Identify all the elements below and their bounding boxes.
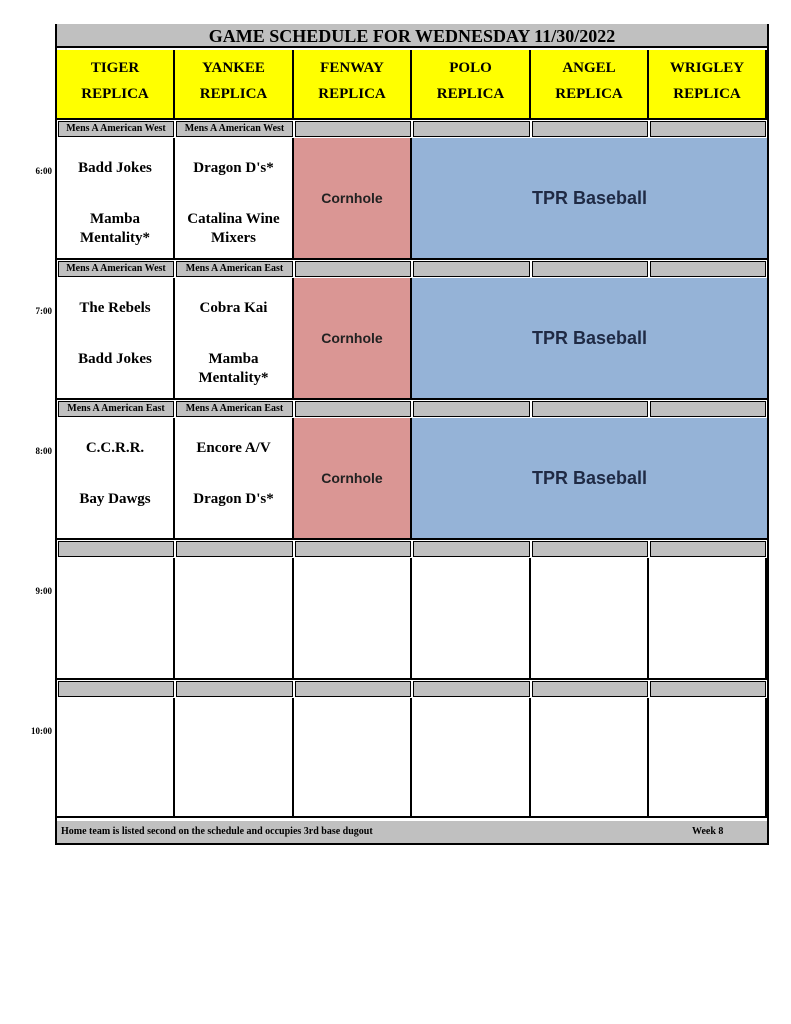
field-sub: REPLICA (673, 86, 741, 102)
division-label (176, 681, 293, 697)
away-team: C.C.R.R. (85, 440, 145, 456)
division-label (532, 121, 648, 137)
empty-cell (412, 558, 531, 680)
baseball-block: TPR Baseball (412, 418, 767, 540)
home-team: Bay Dawgs (79, 491, 151, 507)
division-label: Mens A American East (176, 401, 293, 417)
division-label (413, 401, 530, 417)
field-header-yankee (175, 50, 294, 120)
division-label (650, 121, 766, 137)
division-label (532, 681, 648, 697)
time-label: 10:00 (31, 726, 52, 736)
division-label (413, 681, 530, 697)
home-team: Dragon D's* (193, 491, 274, 507)
time-label: 9:00 (35, 586, 52, 596)
empty-cell (57, 698, 175, 818)
field-name: TIGER (90, 60, 140, 76)
field-sub: REPLICA (81, 86, 149, 102)
field-header-fenway (294, 50, 412, 120)
empty-cell (412, 698, 531, 818)
division-label (295, 541, 411, 557)
division-label (413, 541, 530, 557)
cornhole-block: Cornhole (294, 418, 412, 540)
division-label: Mens A American West (58, 121, 174, 137)
week-label: Week 8 (692, 826, 724, 837)
division-label (295, 681, 411, 697)
field-sub: REPLICA (555, 86, 623, 102)
baseball-block: TPR Baseball (412, 138, 767, 260)
field-header-angel (531, 50, 649, 120)
field-header-wrigley (649, 50, 767, 120)
away-team: Dragon D's* (193, 160, 274, 176)
away-team: Badd Jokes (78, 160, 152, 176)
field-name: POLO (449, 60, 492, 76)
field-name: ANGEL (562, 60, 616, 76)
empty-cell (649, 558, 767, 680)
home-team: Mamba Mentality* (80, 211, 150, 246)
footer-note: Home team is listed second on the schedule and occupies 3rd base dugout (61, 826, 373, 837)
division-label (413, 121, 530, 137)
game-cell (175, 138, 294, 260)
field-sub: REPLICA (436, 86, 505, 102)
division-label (650, 681, 766, 697)
empty-cell (175, 698, 294, 818)
home-team: Mamba Mentality* (198, 351, 269, 386)
division-label (413, 261, 530, 277)
division-label (532, 541, 648, 557)
division-label (176, 541, 293, 557)
empty-cell (531, 558, 649, 680)
baseball-block: TPR Baseball (412, 278, 767, 400)
time-label: 8:00 (35, 446, 52, 456)
field-sub: REPLICA (199, 86, 268, 102)
time-label: 7:00 (35, 306, 52, 316)
division-label (532, 401, 648, 417)
field-header-polo (412, 50, 531, 120)
division-label (295, 261, 411, 277)
away-team: The Rebels (79, 300, 151, 316)
division-label (295, 121, 411, 137)
game-cell (57, 278, 175, 400)
game-cell (175, 278, 294, 400)
home-team: Catalina Wine Mixers (187, 211, 280, 246)
division-label (650, 261, 766, 277)
field-sub: REPLICA (318, 86, 386, 102)
empty-cell (649, 698, 767, 818)
division-label (532, 261, 648, 277)
division-label (650, 541, 766, 557)
empty-cell (57, 558, 175, 680)
division-label (58, 681, 174, 697)
game-cell (57, 418, 175, 540)
empty-cell (294, 698, 412, 818)
division-label (295, 401, 411, 417)
cornhole-block: Cornhole (294, 278, 412, 400)
division-label (58, 541, 174, 557)
page-title: GAME SCHEDULE FOR WEDNESDAY 11/30/2022 (57, 24, 767, 48)
home-team: Badd Jokes (78, 351, 152, 367)
cornhole-block: Cornhole (294, 138, 412, 260)
footer (57, 821, 767, 843)
game-cell (57, 138, 175, 260)
division-label: Mens A American East (176, 261, 293, 277)
empty-cell (175, 558, 294, 680)
field-name: YANKEE (202, 60, 265, 76)
division-label: Mens A American West (58, 261, 174, 277)
field-name: FENWAY (320, 60, 384, 76)
time-label: 6:00 (35, 166, 52, 176)
field-name: WRIGLEY (669, 60, 745, 76)
division-label: Mens A American East (58, 401, 174, 417)
game-cell (175, 418, 294, 540)
field-header-tiger (57, 50, 175, 120)
division-label (650, 401, 766, 417)
division-label: Mens A American West (176, 121, 293, 137)
away-team: Cobra Kai (199, 300, 268, 316)
empty-cell (531, 698, 649, 818)
empty-cell (294, 558, 412, 680)
away-team: Encore A/V (196, 440, 271, 456)
